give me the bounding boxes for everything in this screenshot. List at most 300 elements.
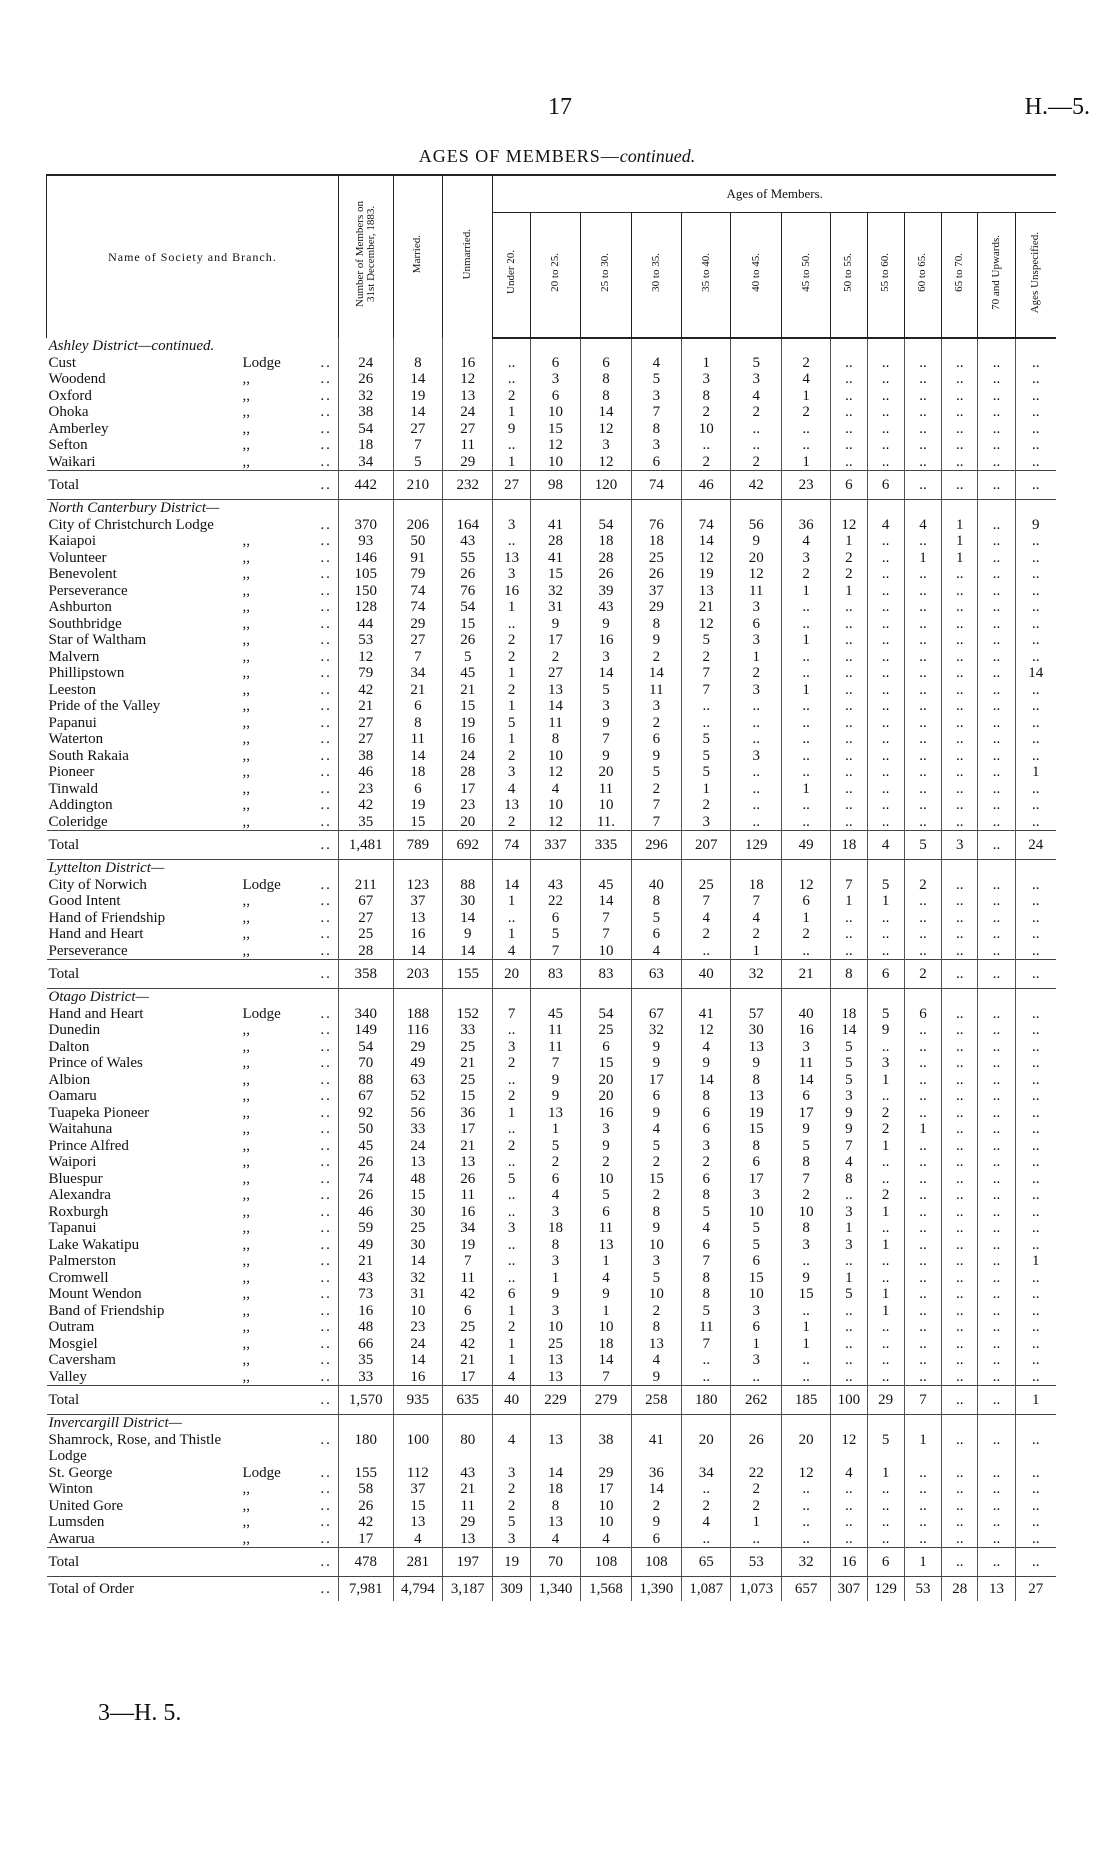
value-cell: 23	[338, 781, 393, 798]
value-cell: ..	[831, 698, 867, 715]
value-cell: ..	[978, 1088, 1015, 1105]
value-cell: ..	[978, 1498, 1015, 1515]
value-cell: 13	[393, 1514, 442, 1531]
lodge-type: ,,	[242, 632, 250, 648]
empty-cell	[493, 1448, 530, 1465]
value-cell: 1	[831, 1220, 867, 1237]
value-cell: 7	[530, 943, 580, 960]
lodge-row	[47, 1105, 1057, 1122]
value-cell: 6	[682, 1237, 731, 1254]
value-cell: 3	[781, 1039, 830, 1056]
value-cell: 150	[338, 583, 393, 600]
value-cell: ..	[867, 1319, 904, 1336]
value-cell: ..	[831, 748, 867, 765]
value-cell: 9	[631, 632, 681, 649]
lodge-row	[47, 517, 1057, 534]
value-cell: 5	[682, 1204, 731, 1221]
empty-cell	[731, 989, 781, 1006]
value-cell: 25	[443, 1319, 493, 1336]
lodge-name: Tuapeka Pioneer	[48, 1104, 150, 1121]
value-cell: 5	[581, 682, 631, 699]
value-cell: ..	[978, 1055, 1015, 1072]
value-cell: 1	[581, 1253, 631, 1270]
value-cell: ..	[1015, 797, 1056, 814]
value-cell: 13	[682, 583, 731, 600]
value-cell: ..	[904, 764, 941, 781]
value-cell: 26	[338, 1498, 393, 1515]
leader-dots: ..	[320, 813, 332, 830]
lodge-name: United Gore	[48, 1497, 124, 1514]
lodge-name: Palmerston	[48, 1253, 116, 1269]
value-cell: ..	[978, 665, 1015, 682]
empty-cell	[530, 338, 580, 355]
empty-cell	[1015, 989, 1056, 1006]
value-cell: ..	[867, 1481, 904, 1498]
value-cell: 1	[781, 1336, 830, 1353]
empty-cell	[904, 338, 941, 355]
leader-dots: ..	[320, 1022, 332, 1038]
value-cell: ..	[867, 1514, 904, 1531]
leader-dots: ..	[320, 549, 332, 566]
value-cell: 4	[530, 1187, 580, 1204]
lodge-type: ,,	[242, 909, 250, 926]
leader-dots: ..	[320, 1530, 332, 1547]
value-cell: 1,073	[731, 1577, 781, 1602]
lodge-type: ,,	[242, 420, 250, 437]
lodge-row	[47, 404, 1057, 421]
value-cell: ..	[904, 632, 941, 649]
value-cell: 8	[631, 616, 681, 633]
value-cell: 27	[393, 421, 442, 438]
leader-dots: ..	[320, 1319, 332, 1335]
value-cell: 13	[443, 388, 493, 405]
leader-dots: ..	[320, 747, 332, 764]
leader-dots: ..	[320, 909, 332, 926]
value-cell: 8	[530, 1237, 580, 1254]
value-cell: 39	[581, 583, 631, 600]
lodge-name: Kaiapoi	[48, 533, 96, 549]
value-cell: ..	[904, 926, 941, 943]
value-cell: ..	[942, 1204, 978, 1221]
lodge-row	[47, 1352, 1057, 1369]
value-cell: 48	[338, 1319, 393, 1336]
value-cell: 10	[581, 1514, 631, 1531]
value-cell: 33	[443, 1022, 493, 1039]
value-cell: 38	[338, 404, 393, 421]
leader-dots: ..	[320, 942, 332, 959]
value-cell: 1	[1015, 1253, 1056, 1270]
value-cell: 3	[493, 1465, 530, 1482]
value-cell: ..	[904, 1204, 941, 1221]
value-cell: 17	[530, 632, 580, 649]
value-cell: 10	[731, 1286, 781, 1303]
value-cell: 15	[781, 1286, 830, 1303]
value-cell: 20	[682, 1432, 731, 1449]
value-cell: ..	[978, 454, 1015, 471]
value-cell: ..	[831, 764, 867, 781]
lodge-type: ,,	[242, 1335, 250, 1352]
value-cell: 8	[682, 1270, 731, 1287]
lodge-row	[47, 1072, 1057, 1089]
lodge-name-cell	[47, 1514, 339, 1531]
value-cell: 42	[338, 1514, 393, 1531]
value-cell: 4	[904, 517, 941, 534]
leader-dots: ..	[320, 1071, 332, 1088]
value-cell: 6	[493, 1286, 530, 1303]
value-cell: ..	[942, 1055, 978, 1072]
value-cell: ..	[867, 1270, 904, 1287]
value-cell: ..	[1015, 1072, 1056, 1089]
value-cell: 4	[581, 1270, 631, 1287]
value-cell: 22	[731, 1465, 781, 1482]
empty-cell	[338, 338, 393, 355]
value-cell: ..	[831, 731, 867, 748]
empty-cell	[530, 1415, 580, 1432]
lodge-type: ,,	[242, 453, 250, 470]
value-cell: ..	[978, 682, 1015, 699]
value-cell: ..	[978, 566, 1015, 583]
value-cell: 13	[443, 1154, 493, 1171]
lodge-name-cell	[47, 1220, 339, 1237]
lodge-type: ,,	[242, 437, 250, 453]
empty-cell	[831, 1448, 867, 1465]
value-cell: 6	[530, 910, 580, 927]
empty-cell	[904, 500, 941, 517]
value-cell: ..	[682, 437, 731, 454]
lodge-name: Tapanui	[48, 1220, 97, 1236]
value-cell: 9	[731, 1055, 781, 1072]
lodge-type: ,,	[242, 1319, 250, 1335]
value-cell: 13	[530, 1514, 580, 1531]
value-cell: ..	[1015, 1548, 1056, 1577]
column-header-name: Name of Society and Branch.	[47, 175, 339, 338]
value-cell: 2	[631, 649, 681, 666]
empty-cell	[731, 1415, 781, 1432]
value-cell: ..	[1015, 1171, 1056, 1188]
lodge-name-cell	[47, 781, 339, 798]
value-cell: ..	[831, 926, 867, 943]
value-cell: ..	[493, 1154, 530, 1171]
value-cell: 9	[631, 1369, 681, 1386]
lodge-row	[47, 781, 1057, 798]
value-cell: ..	[867, 926, 904, 943]
value-cell: 9	[631, 1039, 681, 1056]
value-cell: 21	[443, 1352, 493, 1369]
value-cell: 33	[393, 1121, 442, 1138]
value-cell: 309	[493, 1577, 530, 1602]
value-cell: ..	[1015, 698, 1056, 715]
value-cell: 21	[338, 698, 393, 715]
value-cell: 8	[781, 1220, 830, 1237]
value-cell: ..	[942, 1138, 978, 1155]
value-cell: ..	[904, 404, 941, 421]
value-cell: ..	[867, 698, 904, 715]
value-cell: 10	[682, 421, 731, 438]
value-cell: ..	[867, 910, 904, 927]
value-cell: 9	[1015, 517, 1056, 534]
value-cell: 12	[530, 764, 580, 781]
value-cell: 88	[338, 1072, 393, 1089]
lodge-type: ,,	[242, 1121, 250, 1137]
empty-cell	[867, 989, 904, 1006]
value-cell: 8	[530, 1498, 580, 1515]
value-cell: ..	[731, 698, 781, 715]
lodge-name: Roxburgh	[48, 1203, 109, 1220]
value-cell: 4	[731, 910, 781, 927]
value-cell: 1	[831, 893, 867, 910]
value-cell: ..	[904, 1138, 941, 1155]
value-cell: 11	[581, 1220, 631, 1237]
value-cell: 12	[831, 517, 867, 534]
lodge-type: ,,	[242, 764, 250, 780]
value-cell: ..	[942, 1286, 978, 1303]
value-cell: 21	[393, 682, 442, 699]
value-cell: 7	[631, 797, 681, 814]
value-cell: 15	[443, 1088, 493, 1105]
value-cell: 6	[631, 1531, 681, 1548]
value-cell: 358	[338, 960, 393, 989]
value-cell: ..	[978, 1006, 1015, 1023]
lodge-name-cell	[47, 533, 339, 550]
empty-cell	[904, 1415, 941, 1432]
value-cell: ..	[1015, 960, 1056, 989]
lodge-name-cell	[47, 1138, 339, 1155]
value-cell: 33	[338, 1369, 393, 1386]
value-cell: 1,390	[631, 1577, 681, 1602]
value-cell: 18	[393, 764, 442, 781]
value-cell: 5	[867, 877, 904, 894]
value-cell: ..	[978, 1237, 1015, 1254]
lodge-name-cell	[47, 517, 339, 534]
value-cell: ..	[904, 781, 941, 798]
value-cell: 54	[338, 421, 393, 438]
lodge-row	[47, 682, 1057, 699]
value-cell: ..	[867, 355, 904, 372]
value-cell: 21	[443, 1055, 493, 1072]
value-cell: ..	[867, 421, 904, 438]
value-cell: ..	[1015, 454, 1056, 471]
value-cell: 2	[493, 649, 530, 666]
value-cell: ..	[978, 797, 1015, 814]
lodge-type: ,,	[242, 1203, 250, 1220]
value-cell: 3	[781, 550, 830, 567]
value-cell: 108	[631, 1548, 681, 1577]
empty-cell	[831, 989, 867, 1006]
value-cell: ..	[867, 781, 904, 798]
value-cell: 46	[682, 471, 731, 500]
value-cell: 14	[493, 877, 530, 894]
value-cell: 42	[338, 682, 393, 699]
value-cell: ..	[1015, 1531, 1056, 1548]
value-cell: 57	[731, 1006, 781, 1023]
column-header-age-6: 45 to 50.	[781, 213, 830, 339]
value-cell: 34	[338, 454, 393, 471]
lodge-name: Volunteer	[48, 549, 107, 566]
value-cell: 29	[867, 1386, 904, 1415]
empty-cell	[682, 1448, 731, 1465]
column-header-age-3: 30 to 35.	[631, 213, 681, 339]
value-cell: ..	[493, 1121, 530, 1138]
lodge-name-cell	[47, 814, 339, 831]
value-cell: 6	[393, 781, 442, 798]
value-cell: ..	[904, 566, 941, 583]
value-cell: 56	[731, 517, 781, 534]
value-cell: 43	[443, 533, 493, 550]
leader-dots: ..	[320, 965, 332, 982]
value-cell: ..	[978, 421, 1015, 438]
value-cell: 18	[581, 1336, 631, 1353]
value-cell: 9	[831, 1105, 867, 1122]
value-cell: 4	[867, 517, 904, 534]
value-cell: ..	[904, 1022, 941, 1039]
value-cell: 1	[493, 1105, 530, 1122]
value-cell: 1	[781, 454, 830, 471]
value-cell: 4	[393, 1531, 442, 1548]
value-cell: 15	[393, 814, 442, 831]
value-cell: 9	[581, 748, 631, 765]
lodge-name: Good Intent	[48, 893, 121, 909]
value-cell: 206	[393, 517, 442, 534]
value-cell: 42	[443, 1286, 493, 1303]
value-cell: 32	[731, 960, 781, 989]
lodge-row	[47, 1319, 1057, 1336]
value-cell: ..	[781, 748, 830, 765]
empty-cell	[581, 500, 631, 517]
value-cell: ..	[781, 421, 830, 438]
value-cell: 2	[781, 926, 830, 943]
value-cell: 31	[530, 599, 580, 616]
value-cell: 1	[493, 665, 530, 682]
value-cell: ..	[942, 1465, 978, 1482]
value-cell: 13	[978, 1577, 1015, 1602]
value-cell: ..	[867, 454, 904, 471]
lodge-name: Tinwald	[48, 780, 98, 797]
value-cell: 91	[393, 550, 442, 567]
lodge-name-cell	[47, 437, 339, 454]
lodge-type: ,,	[242, 1514, 250, 1530]
value-cell: ..	[831, 454, 867, 471]
value-cell: 2	[904, 877, 941, 894]
leader-dots: ..	[320, 780, 332, 797]
lodge-row	[47, 764, 1057, 781]
value-cell: 46	[338, 764, 393, 781]
lodge-name-cell	[47, 599, 339, 616]
lodge-name: Dunedin	[48, 1022, 101, 1038]
value-cell: ..	[942, 355, 978, 372]
lodge-row	[47, 583, 1057, 600]
value-cell: 1	[731, 943, 781, 960]
leader-dots: ..	[320, 1553, 332, 1570]
value-cell: ..	[942, 910, 978, 927]
value-cell: 15	[731, 1121, 781, 1138]
value-cell: 14	[631, 665, 681, 682]
lodge-name-cell	[47, 731, 339, 748]
lodge-name-cell	[47, 1171, 339, 1188]
lodge-name-cell	[47, 371, 339, 388]
value-cell: ..	[1015, 748, 1056, 765]
lodge-type: ,,	[242, 648, 250, 665]
value-cell: 5	[831, 1072, 867, 1089]
total-label-cell	[47, 1548, 339, 1577]
value-cell: 1	[904, 1432, 941, 1449]
lodge-name: Dalton	[48, 1038, 90, 1055]
lodge-name: Caversham	[48, 1352, 116, 1368]
value-cell: 48	[393, 1171, 442, 1188]
value-cell: ..	[493, 437, 530, 454]
value-cell: 18	[831, 1006, 867, 1023]
value-cell: 149	[338, 1022, 393, 1039]
lodge-name: Pride of the Valley	[48, 698, 161, 714]
leader-dots: ..	[320, 1580, 332, 1597]
value-cell: 9	[631, 1055, 681, 1072]
lodge-row	[47, 665, 1057, 682]
value-cell: ..	[781, 665, 830, 682]
value-cell: 23	[443, 797, 493, 814]
value-cell: 8	[631, 421, 681, 438]
empty-cell	[978, 500, 1015, 517]
value-cell: 8	[631, 1319, 681, 1336]
value-cell: ..	[904, 1088, 941, 1105]
value-cell: 1	[867, 1072, 904, 1089]
lodge-row	[47, 437, 1057, 454]
value-cell: 262	[731, 1386, 781, 1415]
value-cell: ..	[781, 698, 830, 715]
lodge-row	[47, 1171, 1057, 1188]
value-cell: 92	[338, 1105, 393, 1122]
value-cell: 1	[581, 1303, 631, 1320]
value-cell: 5	[682, 748, 731, 765]
lodge-type: ,,	[242, 371, 250, 387]
value-cell: 59	[338, 1220, 393, 1237]
value-cell: 14	[530, 698, 580, 715]
value-cell: ..	[493, 1253, 530, 1270]
empty-cell	[393, 860, 442, 877]
value-cell: 5	[867, 1432, 904, 1449]
value-cell: 3	[682, 371, 731, 388]
value-cell: 9	[530, 1088, 580, 1105]
lodge-type: ,,	[242, 566, 250, 582]
lodge-name-cell	[47, 1105, 339, 1122]
value-cell: ..	[1015, 1352, 1056, 1369]
value-cell: 11	[682, 1319, 731, 1336]
value-cell: ..	[942, 1237, 978, 1254]
lodge-name: Cust	[48, 354, 77, 371]
value-cell: 5	[781, 1138, 830, 1155]
value-cell: 15	[443, 616, 493, 633]
value-cell: ..	[1015, 877, 1056, 894]
empty-cell	[443, 338, 493, 355]
value-cell: 1	[731, 1336, 781, 1353]
lodge-row	[47, 1204, 1057, 1221]
value-cell: 17	[443, 1369, 493, 1386]
value-cell: 17	[631, 1072, 681, 1089]
lodge-name: Hand and Heart	[48, 1005, 144, 1022]
value-cell: 14	[1015, 665, 1056, 682]
value-cell: ..	[978, 1204, 1015, 1221]
lodge-type: ,,	[242, 747, 250, 764]
value-cell: 18	[631, 533, 681, 550]
value-cell: 41	[682, 1006, 731, 1023]
lodge-type: ,,	[242, 1022, 250, 1038]
empty-cell	[867, 1415, 904, 1432]
value-cell: ..	[731, 814, 781, 831]
lodge-name-cell	[47, 1121, 339, 1138]
empty-cell	[338, 1448, 393, 1465]
value-cell: ..	[978, 814, 1015, 831]
value-cell: ..	[904, 814, 941, 831]
lodge-type: ,,	[242, 942, 250, 959]
value-cell: 3	[493, 1039, 530, 1056]
